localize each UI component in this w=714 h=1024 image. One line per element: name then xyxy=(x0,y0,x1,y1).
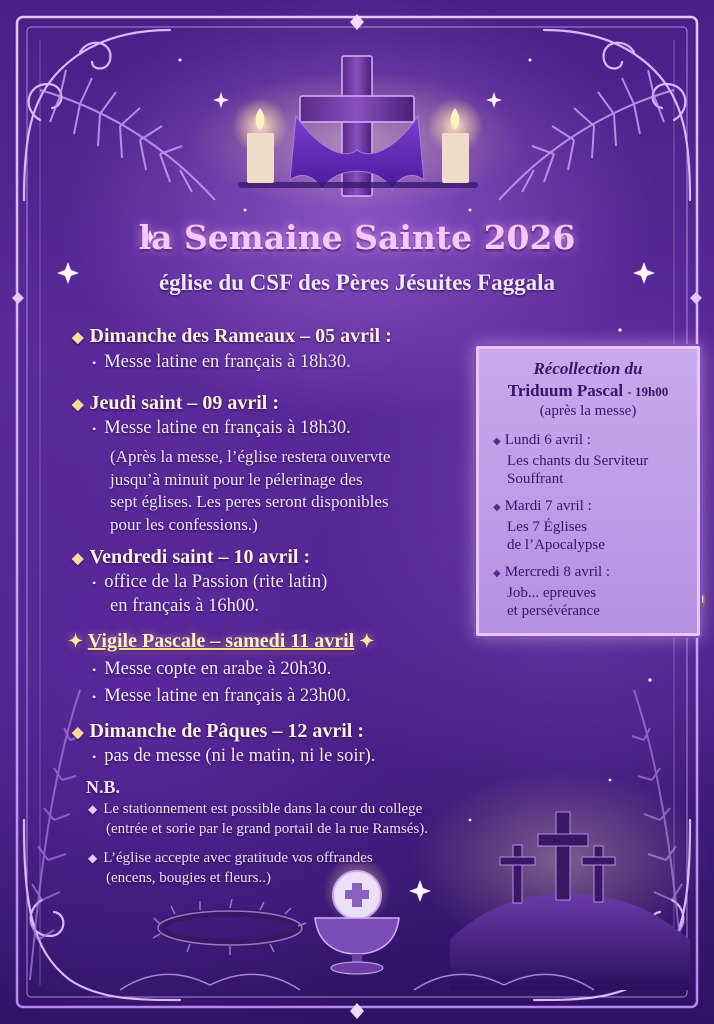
diamond-icon: ◆ xyxy=(88,802,98,816)
line-text: Messe latine en français à 23h00. xyxy=(104,686,351,706)
diamond-icon: ◆ xyxy=(493,568,501,579)
day-label: Dimanche des Rameaux – 05 avril : xyxy=(89,325,392,347)
item-text: Les chants du Serviteur xyxy=(507,452,649,469)
note-line: (Après la messe, l’église restera ouvervte xyxy=(110,447,391,466)
schedule-line xyxy=(110,596,259,617)
note-line: pour les confessions.) xyxy=(110,514,258,534)
nb-label: N.B. xyxy=(86,777,121,797)
recollection-after: (après la messe) xyxy=(539,403,637,419)
schedule-line xyxy=(92,746,375,767)
schedule-line xyxy=(92,686,351,707)
diamond-icon: ◆ xyxy=(493,502,501,513)
line-text: Messe latine en français à 18h30. xyxy=(104,352,351,372)
item-label: Lundi 6 avril : xyxy=(504,432,591,448)
nb-text: (encens, bougies et fleurs..) xyxy=(106,870,271,886)
jeudi-note xyxy=(110,446,455,536)
day-label: Dimanche de Pâques – 12 avril : xyxy=(89,720,364,742)
bullet-icon: • xyxy=(92,690,97,704)
page-subtitle: église du CSF des Pères Jésuites Faggala xyxy=(158,270,556,295)
schedule-day-paques xyxy=(72,720,364,743)
item-text: et persévérance xyxy=(507,603,600,619)
recollection-time: - 19h00 xyxy=(627,384,669,399)
day-label: Jeudi saint – 09 avril : xyxy=(89,392,279,414)
recollection-title: Récollection du xyxy=(533,359,643,378)
schedule-line xyxy=(92,352,351,373)
diamond-icon: ◆ xyxy=(493,436,501,447)
schedule-day-jeudi xyxy=(72,392,279,415)
diamond-icon: ◆ xyxy=(72,551,84,567)
page-title: la Semaine Sainte 2026 xyxy=(138,218,576,257)
day-label: Vigile Pascale – samedi 11 avril xyxy=(87,630,355,652)
nb-item xyxy=(88,799,428,839)
line-text: Messe copte en arabe à 20h30. xyxy=(104,659,332,679)
sparkle-icon: ✦ xyxy=(68,631,84,651)
schedule-line xyxy=(92,572,327,593)
line-text: en français à 16h00. xyxy=(110,596,259,616)
recollection-item xyxy=(493,431,648,489)
schedule-line xyxy=(92,418,351,439)
nb-text: Le stationnement est possible dans la cour du college xyxy=(103,801,423,817)
diamond-icon: ◆ xyxy=(72,330,84,346)
item-label: Mercredi 8 avril : xyxy=(504,564,611,580)
item-label: Mardi 7 avril : xyxy=(504,498,592,514)
item-text: Job... epreuves xyxy=(507,584,597,601)
diamond-icon: ◆ xyxy=(88,851,98,865)
bullet-icon: • xyxy=(92,663,97,677)
line-text: office de la Passion (rite latin) xyxy=(104,572,328,592)
recollection-subtitle xyxy=(479,381,697,401)
day-label: Vendredi saint – 10 avril : xyxy=(89,546,311,568)
item-text: de l’Apocalypse xyxy=(507,537,605,553)
schedule-day-rameaux xyxy=(72,325,392,348)
note-line: sept églises. Les peres seront disponibles xyxy=(110,492,389,511)
bullet-icon: • xyxy=(92,750,97,764)
diamond-icon: ◆ xyxy=(72,725,84,741)
line-text: Messe latine en français à 18h30. xyxy=(104,418,351,438)
recollection-box xyxy=(476,346,700,636)
recollection-item xyxy=(493,497,605,555)
diamond-icon: ◆ xyxy=(72,397,84,413)
schedule-day-vigile xyxy=(68,630,374,653)
note-line: jusqu’à minuit pour le pélerinage des xyxy=(110,469,363,489)
line-text: pas de messe (ni le matin, ni le soir). xyxy=(104,746,376,766)
nb-text: L’église accepte avec gratitude vos offrandes xyxy=(103,850,373,866)
sparkle-icon: ✦ xyxy=(359,631,375,651)
bullet-icon: • xyxy=(92,576,97,590)
bullet-icon: • xyxy=(92,356,97,370)
schedule-line xyxy=(92,659,331,680)
nb-text: (entrée et sorie par le grand portail de la rue Ramsés). xyxy=(106,821,428,837)
bullet-icon: • xyxy=(92,422,97,436)
item-text: Les 7 Églises xyxy=(507,518,587,535)
nb-item xyxy=(88,848,373,888)
recollection-item xyxy=(493,563,610,621)
schedule-day-vendredi xyxy=(72,546,310,569)
recollection-subtitle-text: Triduum Pascal xyxy=(507,381,624,400)
item-text: Souffrant xyxy=(507,471,564,487)
